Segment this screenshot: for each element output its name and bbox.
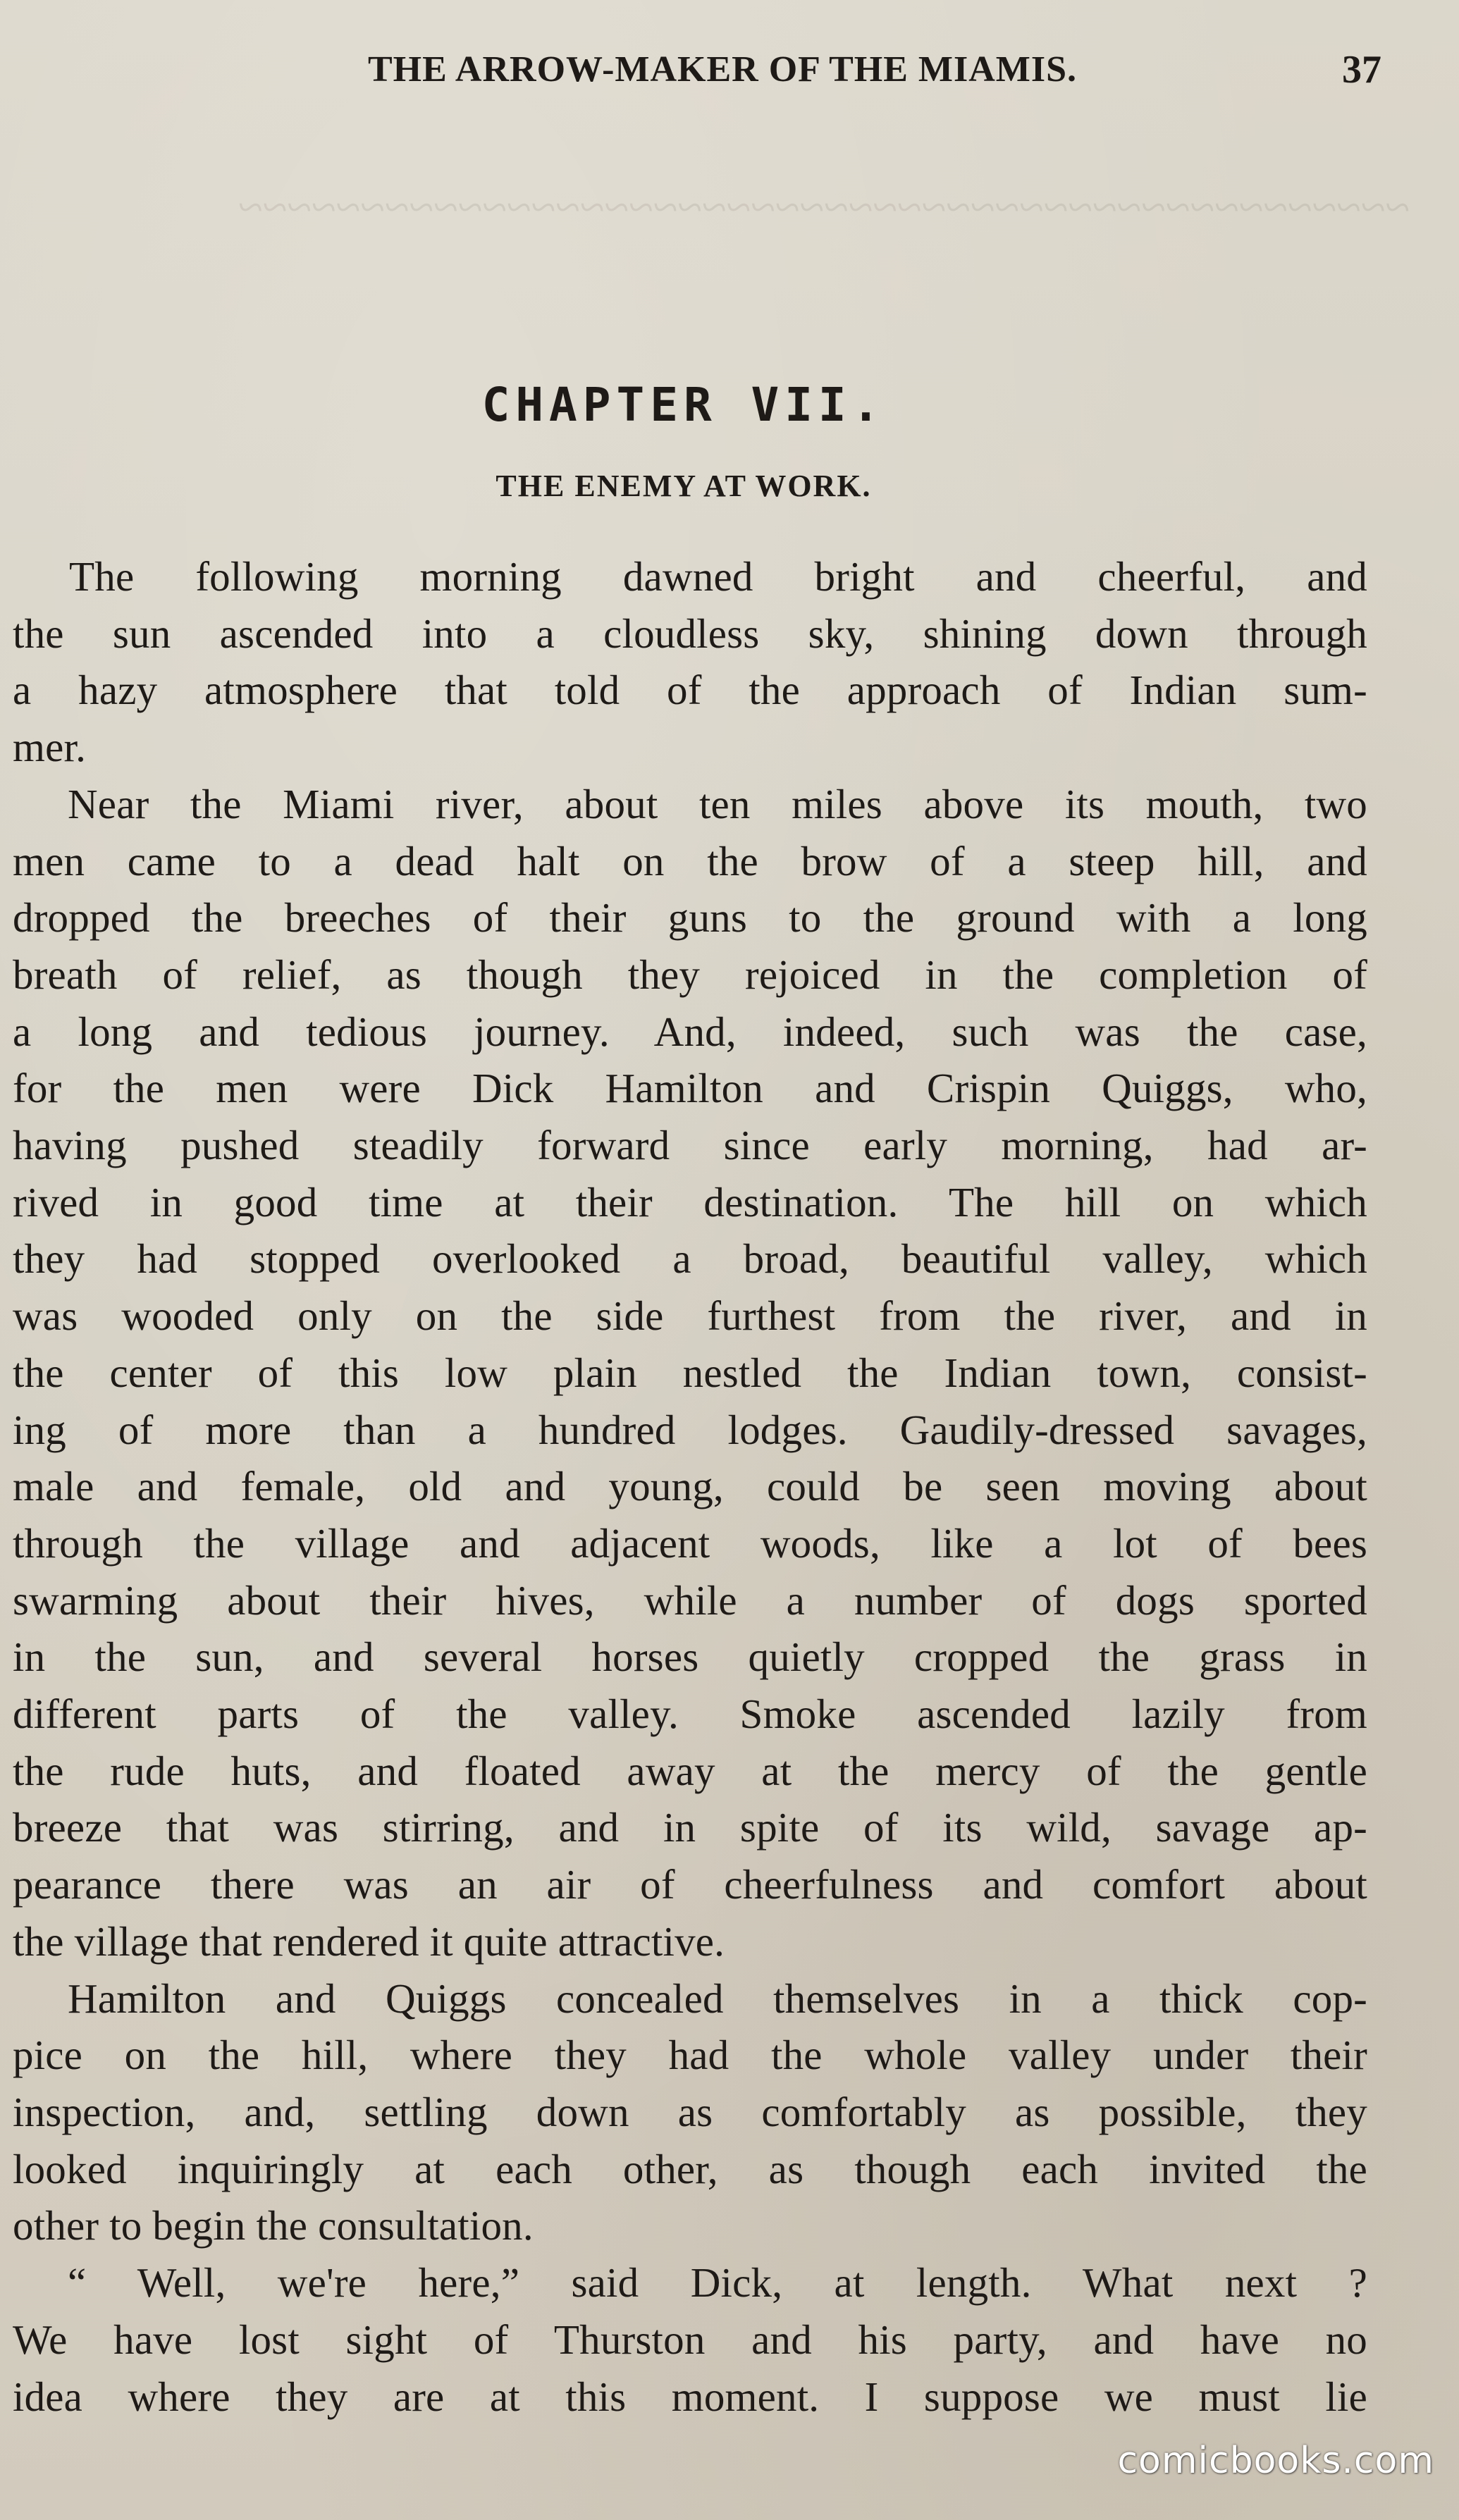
chapter-heading: CHAPTER VII. (481, 378, 886, 432)
text-line: Near the Miami river, about ten miles above its mouth, two (68, 780, 1367, 827)
text-line: a hazy atmosphere that told of the approach of Indian sum- (13, 667, 1367, 714)
show-through-bleed: ~~~~~~~~~~~~~~~~~~~~~~~~~~~~~~~~~~~~~~~~~~~~~~~~ (238, 182, 1410, 232)
text-line: dropped the breeches of their guns to the ground with a long (13, 894, 1367, 941)
chapter-subtitle: THE ENEMY AT WORK. (495, 469, 872, 503)
text-line: Hamilton and Quiggs concealed themselves in a thick cop- (68, 1975, 1367, 2022)
page-number: 37 (1342, 48, 1381, 92)
text-line: different parts of the valley. Smoke ascended lazily from (13, 1691, 1367, 1738)
text-line: a long and tedious journey. And, indeed, such was the case, (13, 1008, 1367, 1055)
text-line: We have lost sight of Thurston and his party, and have no (13, 2316, 1367, 2363)
text-line: male and female, old and young, could be seen moving about (13, 1463, 1367, 1510)
paragraph-1 (13, 548, 1367, 776)
text-line: inspection, and, settling down as comfortably as possible, they (13, 2088, 1367, 2135)
text-line: men came to a dead halt on the brow of a steep hill, and (13, 837, 1367, 884)
text-line: “ Well, we're here,” said Dick, at length. What next ? (68, 2259, 1367, 2306)
text-line: looked inquiringly at each other, as though each invited the (13, 2145, 1367, 2192)
paragraph-3 (13, 1970, 1367, 2255)
text-line: pearance there was an air of cheerfulness and comfort about (13, 1861, 1367, 1908)
text-line: the sun ascended into a cloudless sky, shining down through (13, 610, 1367, 657)
text-line: rived in good time at their destination. The hill on which (13, 1178, 1367, 1225)
text-line: the rude huts, and floated away at the mercy of the gentle (13, 1747, 1367, 1794)
text-line: through the village and adjacent woods, like a lot of bees (13, 1519, 1367, 1567)
text-line: breeze that was stirring, and in spite of its wild, savage ap- (13, 1804, 1367, 1851)
text-line: idea where they are at this moment. I suppose we must lie (13, 2373, 1367, 2420)
text-line: the village that rendered it quite attractive. (13, 1917, 725, 1965)
text-line: mer. (13, 724, 87, 771)
watermark: comicbooks.com (1117, 2440, 1434, 2482)
running-title: THE ARROW-MAKER OF THE MIAMIS. (367, 49, 1077, 89)
paragraph-2 (13, 776, 1367, 1970)
paragraph-4 (13, 2254, 1367, 2425)
text-line: the center of this low plain nestled the Indian town, consist- (13, 1349, 1367, 1396)
text-line: they had stopped overlooked a broad, beautiful valley, which (13, 1235, 1367, 1283)
text-line: pice on the hill, where they had the whole valley under their (13, 2032, 1367, 2079)
text-line: for the men were Dick Hamilton and Crispin Quiggs, who, (13, 1065, 1367, 1112)
body-text (13, 548, 1367, 2425)
text-line: swarming about their hives, while a number of dogs sported (13, 1576, 1367, 1624)
text-line: was wooded only on the side furthest from the river, and in (13, 1292, 1367, 1340)
running-head (0, 45, 1459, 101)
text-line: breath of relief, as though they rejoiced in the completion of (13, 951, 1367, 998)
text-line: The following morning dawned bright and cheerful, and (69, 553, 1367, 600)
text-line: ing of more than a hundred lodges. Gaudily-dressed savages, (13, 1406, 1367, 1453)
text-line: in the sun, and several horses quietly cropped the grass in (13, 1633, 1367, 1681)
text-line: having pushed steadily forward since early morning, had ar- (13, 1122, 1367, 1169)
text-line: other to begin the consultation. (13, 2202, 534, 2249)
